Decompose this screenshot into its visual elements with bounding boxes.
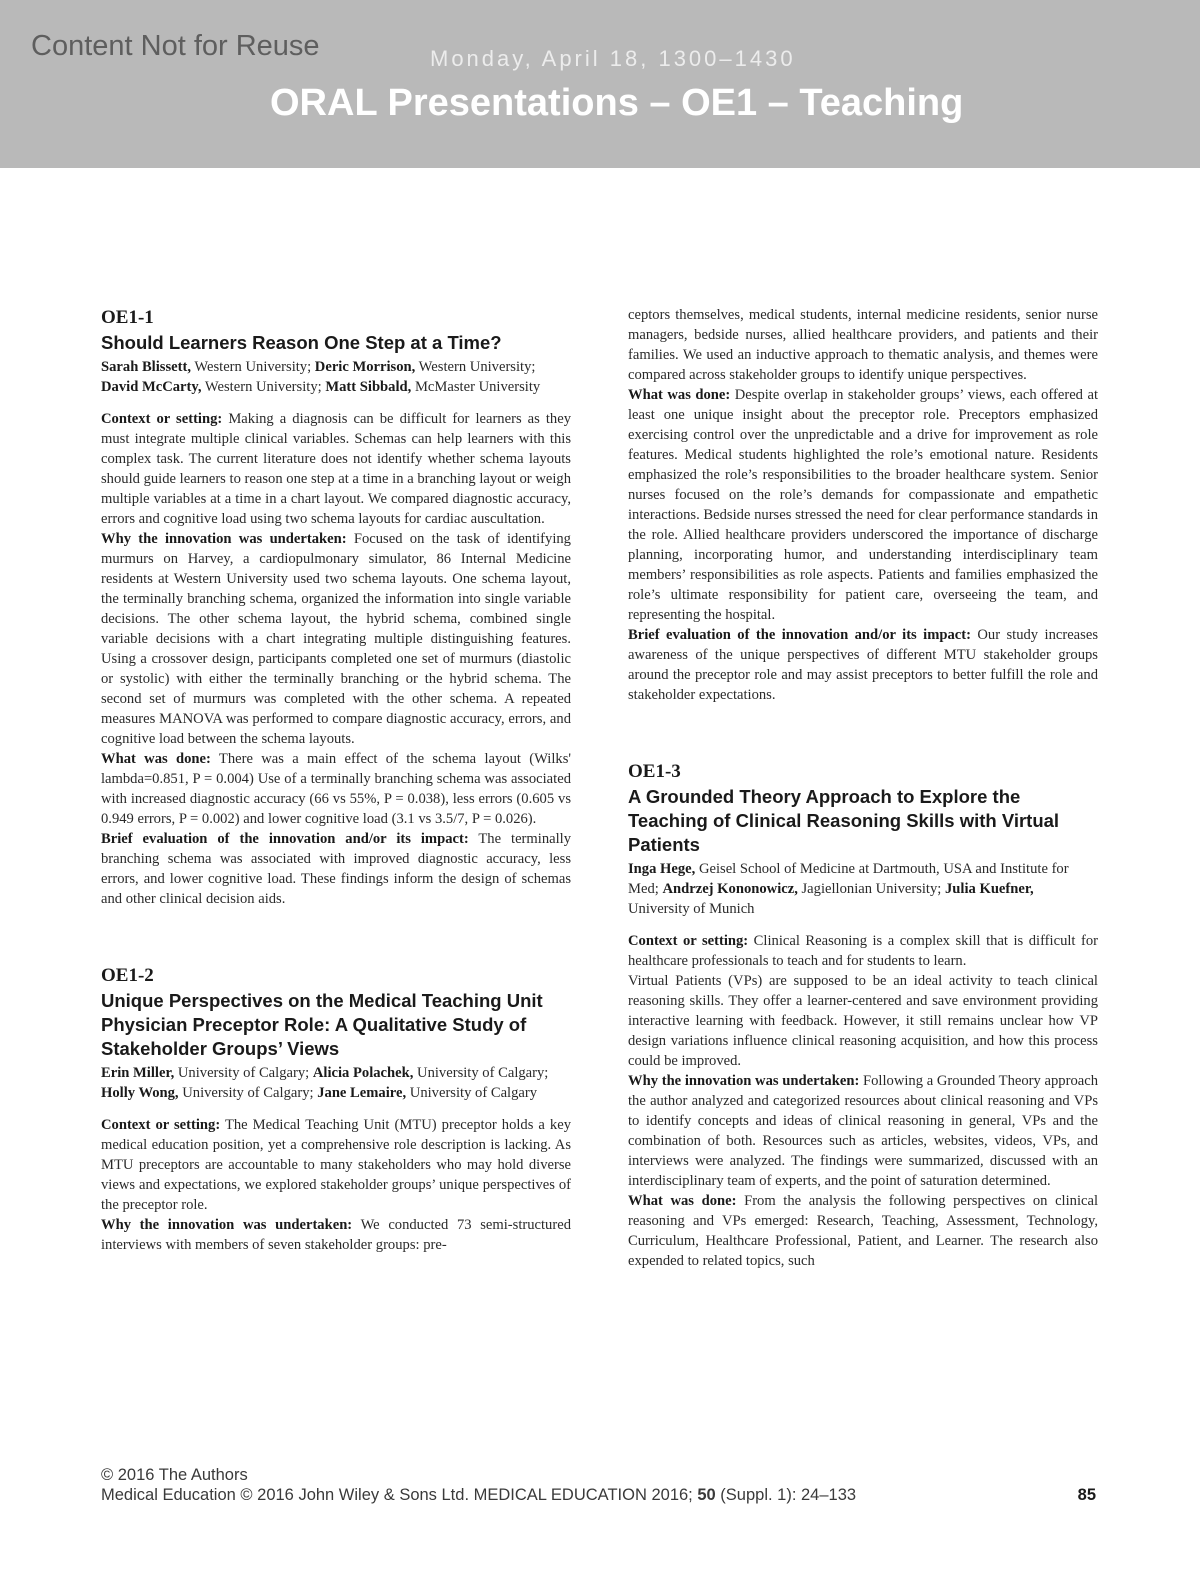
author-affiliation: Western University; [191, 359, 315, 375]
right-column [628, 305, 1098, 1325]
section-label: Why the innovation was undertaken: [101, 531, 347, 547]
author-name: David McCarty, [101, 379, 202, 395]
abstract-id: OE1-1 [101, 307, 154, 328]
section-text: ceptors themselves, medical students, internal medicine residents, senior nurse managers, bedside nurses, allied healthcare providers, and patients and their families. We used an inductive approach to thematic analysis, and themes were compared across stakeholder groups to identify unique perspectives. [628, 307, 1098, 383]
author-affiliation: Western University; [201, 379, 326, 395]
section-label: Context or setting: [628, 933, 749, 949]
abstract-title: A Grounded Theory Approach to Explore the Teaching of Clinical Reasoning Skills with Virtual Patients [628, 786, 1060, 855]
citation-suffix: (Suppl. 1): 24–133 [715, 1486, 857, 1504]
author-name: Matt Sibbald, [325, 379, 412, 395]
author-affiliation: University of Munich [628, 901, 755, 917]
abstract-section [101, 529, 571, 749]
abstract-section [628, 1071, 1098, 1191]
author-affiliation: University of Calgary; [413, 1065, 549, 1081]
author-name: Jane Lemaire, [317, 1085, 407, 1101]
abstract-section [101, 829, 571, 909]
section-text: Virtual Patients (VPs) are supposed to be an ideal activity to teach clinical reasoning skills. They offer a learner-centered and save environment providing interactive learning with feedback. However, it still remains unclear how VP design variations influence clinical reasoning acquisition, and how this process could be improved. [628, 973, 1098, 1069]
section-label: Why the innovation was undertaken: [101, 1217, 353, 1233]
abstract-title: Should Learners Reason One Step at a Time? [101, 332, 502, 353]
abstract-id: OE1-3 [628, 761, 681, 782]
section-label: What was done: [628, 1193, 737, 1209]
section-text: Our study increases awareness of the unique perspectives of different MTU stakeholder groups around the preceptor role and may assist preceptors to better fulfill the role and stakeholder expectations. [628, 627, 1098, 703]
author-affiliation: Western University; [415, 359, 536, 375]
author-name: Alicia Polachek, [312, 1065, 414, 1081]
author-name: Deric Morrison, [314, 359, 416, 375]
author-name: Andrzej Kononowicz, [662, 881, 798, 897]
section-text: Making a diagnosis can be difficult for learners as they must integrate multiple clinical variables. Schemas can help learners with this complex task. The current literature does not identify whether schema layouts should guide learners to reason one step at a time in a branching layout or weigh multiple variables at a time in a chart layout. We compared diagnostic accuracy, errors and cognitive load using two schema layouts for cardiac auscultation. [101, 411, 571, 527]
abstract-section [628, 385, 1098, 625]
section-label: What was done: [101, 751, 211, 767]
abstract-section [101, 409, 571, 529]
abstract-section [628, 305, 1098, 385]
journal-citation: Medical Education © 2016 John Wiley & Sons Ltd. MEDICAL EDUCATION 2016; [101, 1486, 698, 1504]
section-text: Clinical Reasoning is a complex skill that is difficult for healthcare professionals to teach and for students to learn. [628, 933, 1098, 969]
author-name: Sarah Blissett, [101, 359, 191, 375]
section-label: Brief evaluation of the innovation and/or its impact: [628, 627, 971, 643]
left-column [101, 305, 571, 1309]
section-label: Context or setting: [101, 1117, 221, 1133]
section-text: Despite overlap in stakeholder groups’ views, each offered at least one unique insight about the preceptor role. Preceptors emphasized exercising control over the unpredictable and a drive for improvement as role features. Medical students highlighted the role’s emotional nature. Residents emphasized the role’s responsibilities to the broader healthcare system. Senior nurses focused on the role’s demands for compassionate and empathetic interactions. Bedside nurses stressed the need for clear performance standards in the role. Allied healthcare providers underscored the importance of discharge planning, incorporating humor, and understanding interdisciplinary team members’ responsibilities as role aspects. Patients and families emphasized the role’s ultimate responsibility for patient care, overseeing the team, and representing the hospital. [628, 387, 1099, 623]
session-date: Monday, April 18, 1300–1430 [430, 46, 796, 71]
section-text: The Medical Teaching Unit (MTU) preceptor holds a key medical education position, yet a comprehensive role description is lacking. As MTU preceptors are accountable to many stakeholders who may hold diverse views and expectations, we explored stakeholder groups’ unique perspectives of the preceptor role. [101, 1117, 571, 1213]
author-affiliation: University of Calgary [406, 1085, 538, 1101]
abstract-section [101, 1215, 571, 1255]
abstract-section [628, 971, 1098, 1071]
author-list [101, 1063, 571, 1103]
author-affiliation: Jagiellonian University; [797, 881, 945, 897]
section-label: What was done: [628, 387, 731, 403]
author-name: Julia Kuefner, [945, 881, 1034, 897]
section-label: Brief evaluation of the innovation and/or its impact: [101, 831, 469, 847]
abstract-id: OE1-2 [101, 965, 154, 986]
section-text: The terminally branching schema was associated with improved diagnostic accuracy, less errors, and lower cognitive load. These findings inform the design of schemas and other clinical decision aids. [101, 831, 571, 907]
section-text: Focused on the task of identifying murmurs on Harvey, a cardiopulmonary simulator, 86 Internal Medicine residents at Western University used two schema layouts. One schema layout, the terminally branching schema, organized the information into single variable decisions. The other schema layout, the hybrid schema, combined single variable decisions with a chart integrating multiple distinguishing features. Using a crossover design, participants completed one set of murmurs (diastolic or systolic) with either the terminally branching or the hybrid schema. The second set of murmurs was completed with the other schema. A repeated measures MANOVA was performed to compare diagnostic accuracy, errors, and cognitive load between the schema layouts. [101, 531, 571, 747]
section-text: We conducted 73 semi-structured interviews with members of seven stakeholder groups: pre- [101, 1217, 571, 1253]
abstract-section [628, 625, 1098, 705]
volume-number: 50 [697, 1486, 716, 1504]
session-header [0, 0, 1200, 168]
section-label: Why the innovation was undertaken: [628, 1073, 860, 1089]
abstract-section [101, 749, 571, 829]
author-affiliation: McMaster University [411, 379, 541, 395]
abstract-section [628, 931, 1098, 971]
abstract-section [101, 1115, 571, 1215]
section-text: Following a Grounded Theory approach the author analyzed and categorized resources about clinical reasoning and VPs to identify concepts and ideas of clinical reasoning in general, VPs and the combination of both. Resources such as articles, websites, videos, VPs, and interviews were analyzed. The findings were summarized, discussed with an interdisciplinary team of experts, and the point of saturation determined. [628, 1073, 1099, 1189]
author-name: Inga Hege, [628, 861, 696, 877]
watermark: Content Not for Reuse [31, 30, 320, 62]
abstract-title: Unique Perspectives on the Medical Teaching Unit Physician Preceptor Role: A Qualitative Study of Stakeholder Groups’ Views [101, 990, 543, 1059]
citation-line [101, 1485, 1096, 1505]
abstract-oe1-2-continued [628, 305, 1098, 705]
author-name: Holly Wong, [101, 1085, 179, 1101]
author-affiliation: Geisel School of Medicine at Dartmouth, USA and Institute for Med; [628, 861, 1069, 897]
page-footer [101, 1465, 1096, 1505]
abstract-oe1-3 [628, 759, 1098, 1271]
page-number: 85 [1077, 1486, 1096, 1504]
author-list [101, 357, 571, 397]
abstract-oe1-2 [101, 963, 571, 1255]
author-list [628, 859, 1098, 919]
section-label: Context or setting: [101, 411, 223, 427]
abstract-oe1-1 [101, 305, 571, 909]
section-text: There was a main effect of the schema layout (Wilks' lambda=0.851, P = 0.004) Use of a terminally branching schema was associated with increased diagnostic accuracy (66 vs 55%, P = 0.038), less errors (0.605 vs 0.949 errors, P = 0.002) and lower cognitive load (3.1 vs 3.5/7, P = 0.026). [101, 751, 572, 827]
author-affiliation: University of Calgary; [178, 1085, 318, 1101]
author-name: Erin Miller, [101, 1065, 175, 1081]
session-title: ORAL Presentations – OE1 – Teaching [270, 82, 964, 124]
author-affiliation: University of Calgary; [174, 1065, 313, 1081]
section-text: From the analysis the following perspectives on clinical reasoning and VPs emerged: Research, Teaching, Assessment, Technology, Curriculum, Healthcare Professional, Patient, and Learner. The research also expended to related topics, such [628, 1193, 1099, 1269]
abstract-section [628, 1191, 1098, 1271]
copyright-line: © 2016 The Authors [101, 1466, 248, 1484]
